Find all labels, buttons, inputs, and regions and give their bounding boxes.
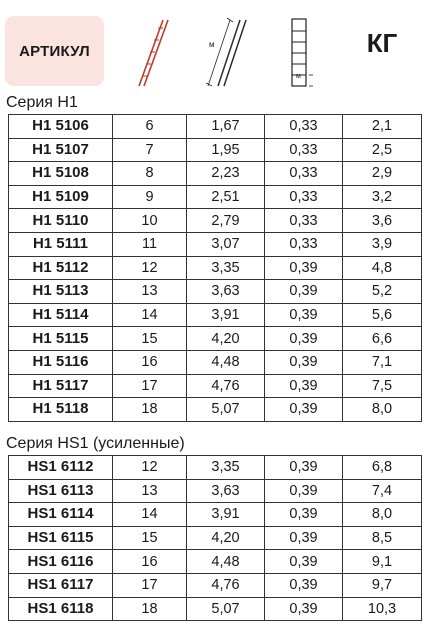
spacing-cell: 0,33 <box>265 138 343 162</box>
spacing-cell: 0,39 <box>265 526 343 550</box>
length-cell: 3,91 <box>187 303 265 327</box>
article-cell: H1 5113 <box>9 280 113 304</box>
article-label: АРТИКУЛ <box>19 42 90 60</box>
article-cell: H1 5107 <box>9 138 113 162</box>
rungs-cell: 16 <box>113 550 187 574</box>
spacing-cell: 0,39 <box>265 327 343 351</box>
ladder-length-unit: м <box>209 40 215 49</box>
table-row <box>9 526 422 550</box>
table-header <box>0 0 429 92</box>
weight-cell: 2,5 <box>343 138 422 162</box>
rungs-cell: 8 <box>113 162 187 186</box>
weight-cell: 2,1 <box>343 115 422 139</box>
spacing-cell: 0,39 <box>265 503 343 527</box>
article-cell: H1 5108 <box>9 162 113 186</box>
length-cell: 5,07 <box>187 597 265 621</box>
table-row <box>9 374 422 398</box>
length-cell: 3,35 <box>187 456 265 480</box>
length-cell: 4,20 <box>187 526 265 550</box>
spacing-cell: 0,39 <box>265 256 343 280</box>
article-cell: HS1 6117 <box>9 573 113 597</box>
spacing-cell: 0,39 <box>265 374 343 398</box>
table-row <box>9 303 422 327</box>
rungs-cell: 18 <box>113 597 187 621</box>
table-row <box>9 398 422 422</box>
table-row <box>9 479 422 503</box>
rungs-cell: 17 <box>113 573 187 597</box>
article-cell: H1 5115 <box>9 327 113 351</box>
spacing-cell: 0,39 <box>265 550 343 574</box>
table-row <box>9 350 422 374</box>
weight-label: КГ <box>366 28 398 58</box>
rungs-cell: 12 <box>113 456 187 480</box>
weight-cell: 7,4 <box>343 479 422 503</box>
table-row <box>9 115 422 139</box>
spacing-cell: 0,39 <box>265 303 343 327</box>
weight-cell: 3,9 <box>343 232 422 256</box>
spacing-cell: 0,33 <box>265 232 343 256</box>
article-cell: H1 5116 <box>9 350 113 374</box>
table-row <box>9 573 422 597</box>
spacing-cell: 0,33 <box>265 185 343 209</box>
length-cell: 4,76 <box>187 374 265 398</box>
weight-cell: 7,5 <box>343 374 422 398</box>
rungs-cell: 15 <box>113 526 187 550</box>
length-cell: 2,23 <box>187 162 265 186</box>
spacing-cell: 0,39 <box>265 479 343 503</box>
article-cell: H1 5111 <box>9 232 113 256</box>
article-cell: HS1 6115 <box>9 526 113 550</box>
ladder-rungs-icon <box>133 14 175 90</box>
length-cell: 4,48 <box>187 350 265 374</box>
article-cell: H1 5110 <box>9 209 113 233</box>
length-cell: 1,67 <box>187 115 265 139</box>
rungs-cell: 7 <box>113 138 187 162</box>
article-cell: H1 5106 <box>9 115 113 139</box>
table-row <box>9 597 422 621</box>
rungs-cell: 13 <box>113 479 187 503</box>
series-hs1-table <box>8 455 422 621</box>
article-cell: HS1 6114 <box>9 503 113 527</box>
table-row <box>9 138 422 162</box>
length-cell: 4,48 <box>187 550 265 574</box>
rungs-cell: 9 <box>113 185 187 209</box>
spacing-cell: 0,33 <box>265 209 343 233</box>
rungs-cell: 16 <box>113 350 187 374</box>
rungs-cell: 10 <box>113 209 187 233</box>
weight-cell: 5,6 <box>343 303 422 327</box>
rung-spacing-unit: м <box>296 73 301 80</box>
spacing-cell: 0,39 <box>265 597 343 621</box>
spacing-cell: 0,39 <box>265 280 343 304</box>
table-row <box>9 280 422 304</box>
table-row <box>9 232 422 256</box>
length-cell: 2,79 <box>187 209 265 233</box>
rungs-cell: 14 <box>113 303 187 327</box>
series-h1-title: Серия H1 <box>6 94 78 111</box>
spacing-cell: 0,33 <box>265 162 343 186</box>
spacing-cell: 0,39 <box>265 350 343 374</box>
weight-cell: 8,0 <box>343 398 422 422</box>
weight-cell: 3,6 <box>343 209 422 233</box>
table-row <box>9 456 422 480</box>
rungs-cell: 18 <box>113 398 187 422</box>
weight-cell: 8,0 <box>343 503 422 527</box>
rungs-cell: 17 <box>113 374 187 398</box>
rungs-cell: 11 <box>113 232 187 256</box>
article-cell: H1 5114 <box>9 303 113 327</box>
rungs-cell: 14 <box>113 503 187 527</box>
spacing-cell: 0,39 <box>265 398 343 422</box>
table-row <box>9 550 422 574</box>
table-row <box>9 256 422 280</box>
length-cell: 3,07 <box>187 232 265 256</box>
weight-header <box>347 28 417 59</box>
spacing-cell: 0,39 <box>265 573 343 597</box>
length-cell: 3,91 <box>187 503 265 527</box>
rungs-cell: 6 <box>113 115 187 139</box>
weight-cell: 9,7 <box>343 573 422 597</box>
rungs-cell: 13 <box>113 280 187 304</box>
weight-cell: 8,5 <box>343 526 422 550</box>
article-cell: HS1 6118 <box>9 597 113 621</box>
article-cell: H1 5109 <box>9 185 113 209</box>
ladder-length-icon <box>204 14 248 90</box>
weight-cell: 5,2 <box>343 280 422 304</box>
length-cell: 4,20 <box>187 327 265 351</box>
article-cell: H1 5117 <box>9 374 113 398</box>
article-cell: H1 5112 <box>9 256 113 280</box>
rungs-cell: 15 <box>113 327 187 351</box>
weight-cell: 2,9 <box>343 162 422 186</box>
weight-cell: 6,8 <box>343 456 422 480</box>
length-cell: 2,51 <box>187 185 265 209</box>
weight-cell: 10,3 <box>343 597 422 621</box>
length-cell: 3,35 <box>187 256 265 280</box>
weight-cell: 3,2 <box>343 185 422 209</box>
weight-cell: 4,8 <box>343 256 422 280</box>
spacing-cell: 0,39 <box>265 456 343 480</box>
article-cell: H1 5118 <box>9 398 113 422</box>
length-cell: 3,63 <box>187 280 265 304</box>
length-cell: 3,63 <box>187 479 265 503</box>
weight-cell: 9,1 <box>343 550 422 574</box>
table-row <box>9 185 422 209</box>
spacing-cell: 0,33 <box>265 115 343 139</box>
length-cell: 4,76 <box>187 573 265 597</box>
series-hs1-title: Серия HS1 (усиленные) <box>6 435 185 452</box>
weight-cell: 6,6 <box>343 327 422 351</box>
table-row <box>9 327 422 351</box>
series-h1-table <box>8 114 422 422</box>
article-cell: HS1 6112 <box>9 456 113 480</box>
article-cell: HS1 6113 <box>9 479 113 503</box>
rungs-cell: 12 <box>113 256 187 280</box>
article-cell: HS1 6116 <box>9 550 113 574</box>
table-row <box>9 209 422 233</box>
length-cell: 5,07 <box>187 398 265 422</box>
table-row <box>9 503 422 527</box>
table-row <box>9 162 422 186</box>
article-header <box>5 16 104 86</box>
weight-cell: 7,1 <box>343 350 422 374</box>
length-cell: 1,95 <box>187 138 265 162</box>
